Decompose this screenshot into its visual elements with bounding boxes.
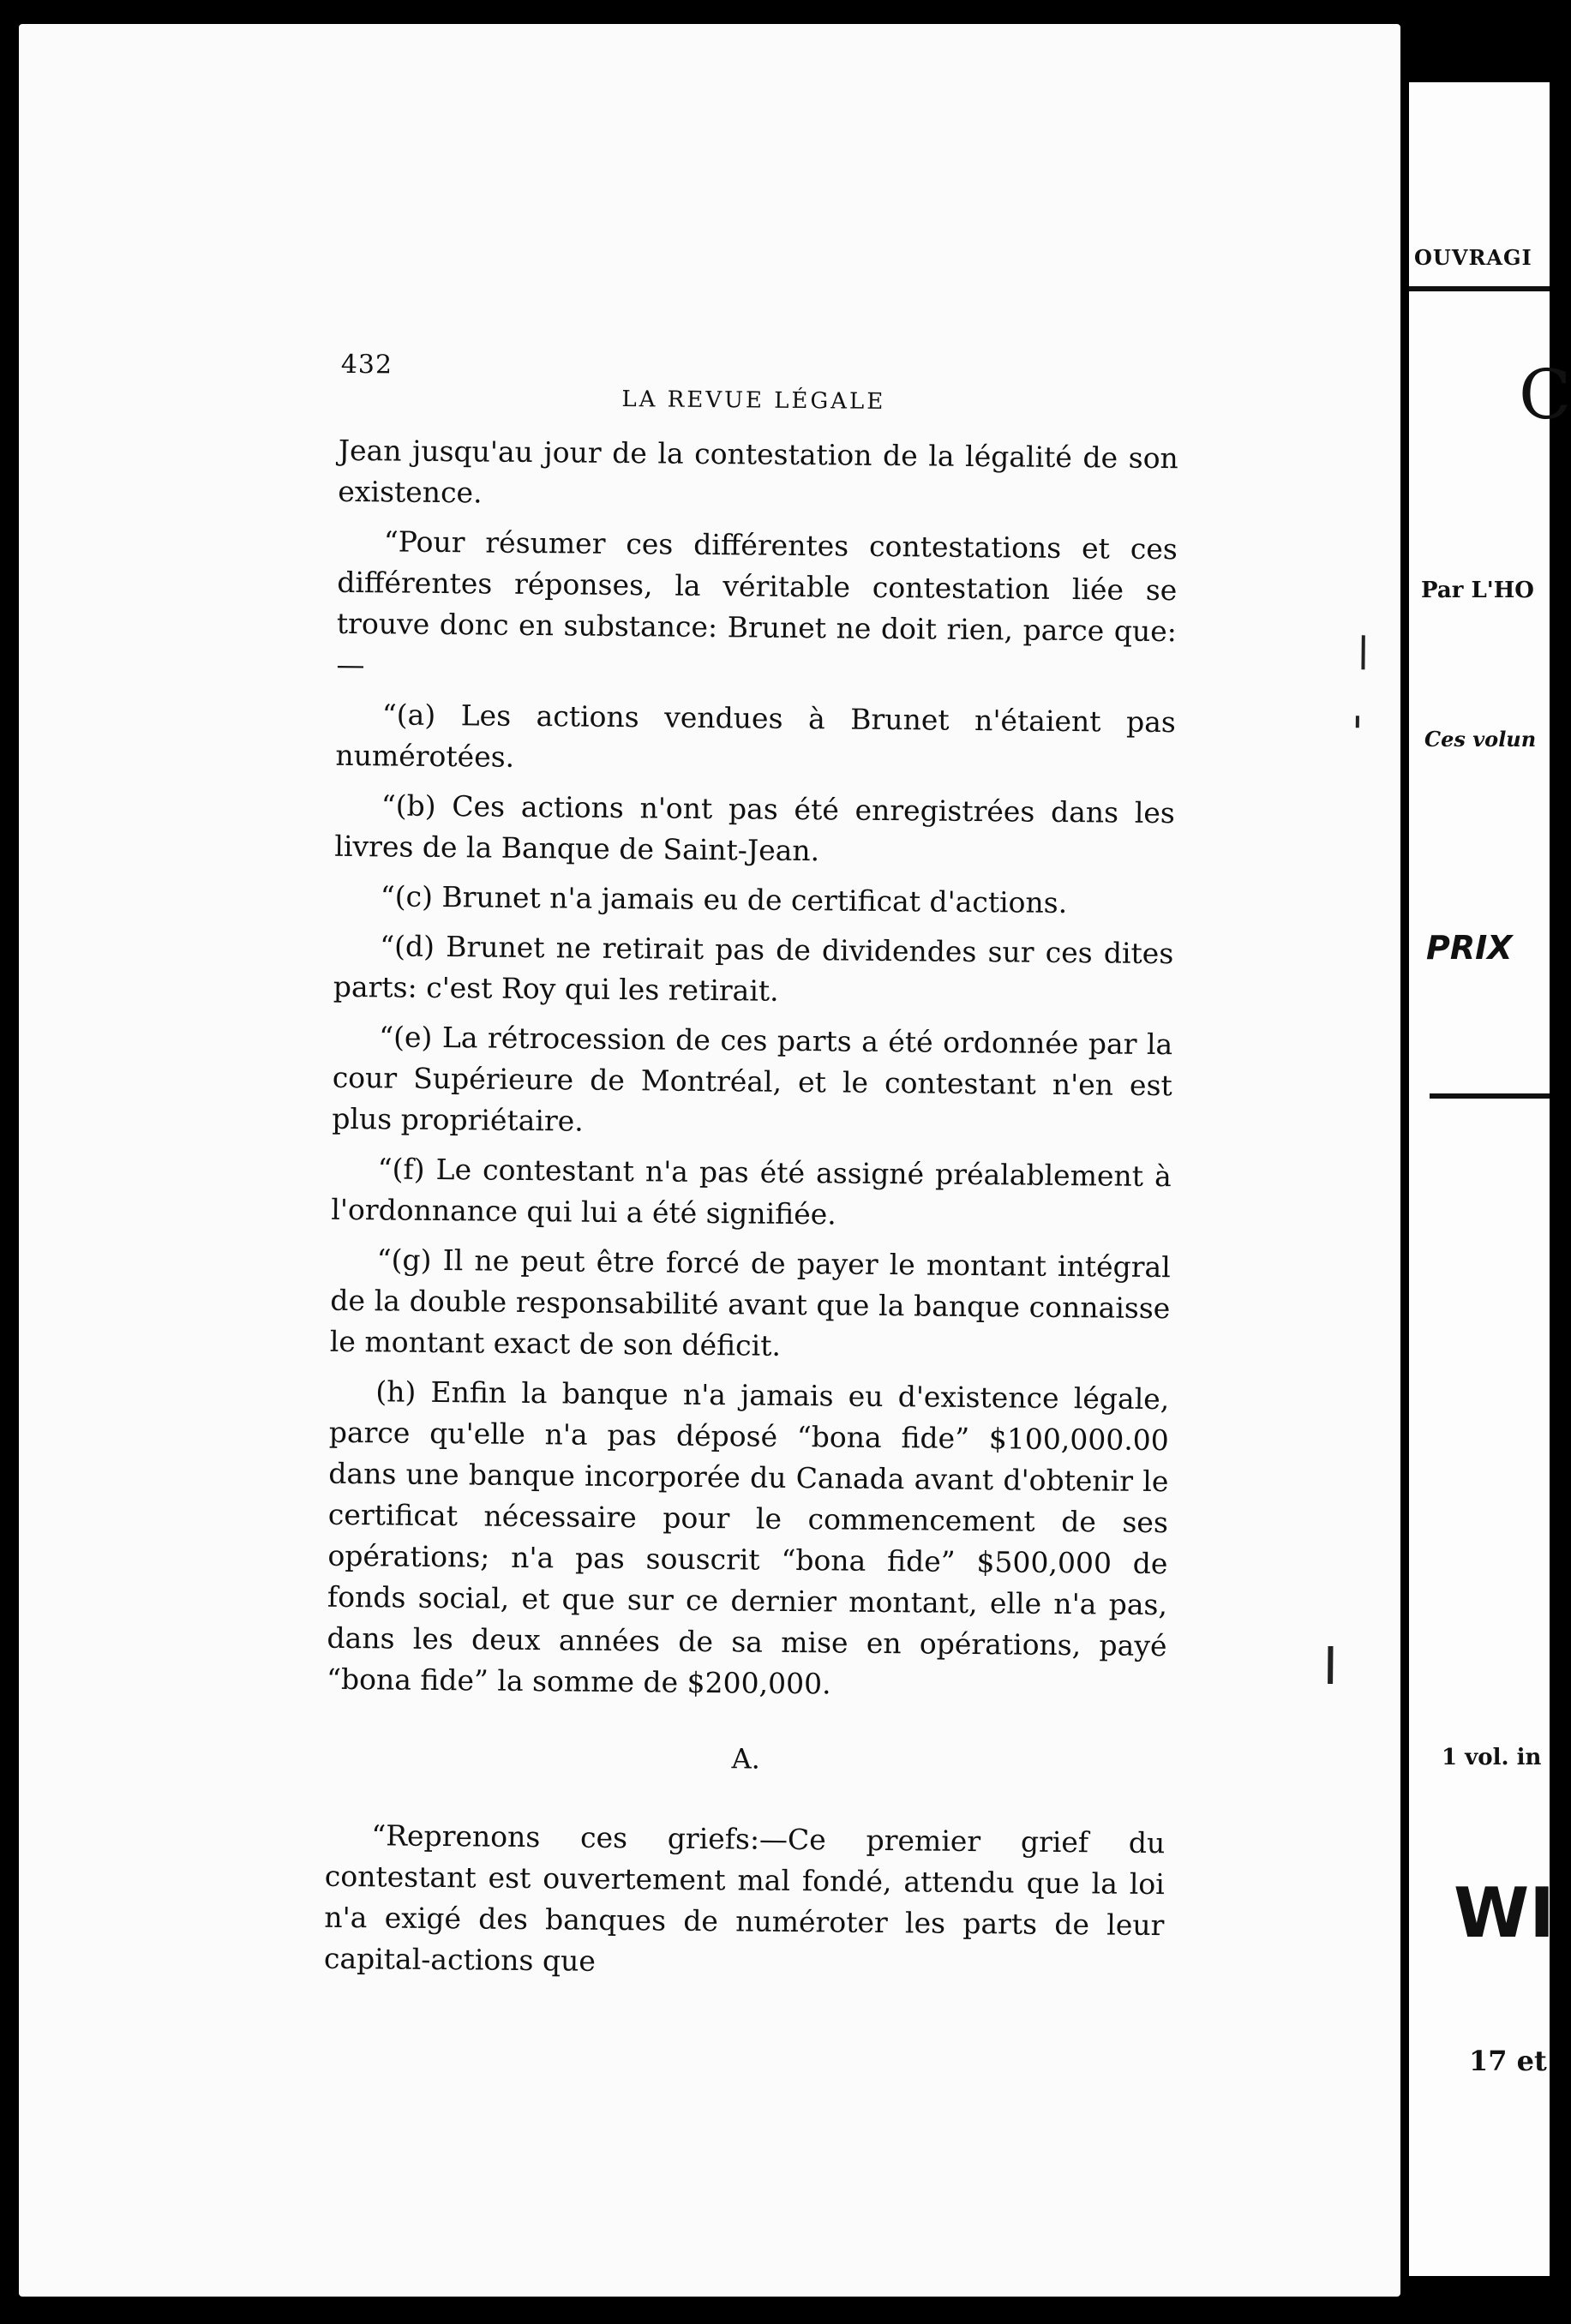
facing-publisher: WI — [1454, 1873, 1556, 1953]
facing-volume: 1 vol. in — [1442, 1745, 1542, 1770]
paragraph: “(c) Brunet n'a jamais eu de certificat d'actions. — [380, 879, 1068, 920]
paragraph: “(b) Ces actions n'ont pas été enregistrées dans les livres de la Banque de Saint-Jean. — [334, 788, 1176, 868]
page-content — [3, 17, 1406, 2303]
facing-address: 17 et — [1469, 2045, 1547, 2077]
page-mark — [1361, 635, 1364, 669]
paragraph: (h) Enfin la banque n'a jamais eu d'existence légale, parce qu'elle n'a pas déposé “bona fide” $100,000.00 dans une banque incorporée du Canada avant d'obtenir le certificat nécessaire pour le commencement de ses opérations; n'a pas souscrit “bona fide” $500,000 de fonds social, et que sur ce dernier montant, elle n'a pas, dans les deux années de sa mise en opérations, payé “bona fide” la somme de $200,000. — [326, 1375, 1170, 1701]
paragraph: Jean jusqu'au jour de la contestation de la légalité de son existence. — [338, 433, 1178, 510]
paragraph: “(a) Les actions vendues à Brunet n'étaient pas numérotées. — [335, 698, 1177, 774]
facing-header: OUVRAGI — [1414, 245, 1532, 270]
paragraph: “Reprenons ces griefs:—Ce premier grief du contestant est ouvertement mal fondé, attendu que la loi n'a exigé des banques de numéroter les parts de leur capital-actions que — [323, 1818, 1166, 1978]
paragraph: “(g) Il ne peut être forcé de payer le montant intégral de la double responsabilité avant que la banque connaisse le montant exact de son déficit. — [329, 1243, 1171, 1363]
paragraph: “Pour résumer ces différentes contestations et ces différentes réponses, la véritable contestation liée se trouve donc en substance: Brunet ne doit rien, parce que:— — [336, 524, 1178, 682]
facing-big-letter: C — [1519, 355, 1571, 434]
page-number: 432 — [340, 349, 393, 380]
page-mark — [1356, 716, 1359, 728]
facing-rule — [1430, 1093, 1550, 1099]
body-text — [324, 430, 1178, 1996]
facing-price: PRIX — [1426, 929, 1513, 967]
paragraph: “(f) Le contestant n'a pas été assigné préalablement à l'ordonnance qui lui a été signifiée. — [331, 1152, 1172, 1231]
paragraph: “(d) Brunet ne retirait pas de dividendes sur ces dites parts: c'est Roy qui les retirait. — [333, 929, 1174, 1008]
page-mark — [1328, 1646, 1333, 1684]
section-heading: A. — [731, 1742, 761, 1776]
book-page — [19, 24, 1400, 2297]
facing-author: Par L'HO — [1421, 578, 1534, 603]
facing-page — [1409, 82, 1571, 2276]
paragraph: “(e) La rétrocession de ces parts a été ordonnée par la cour Supérieure de Montréal, et le contestant n'en est plus propriétaire. — [332, 1020, 1173, 1138]
facing-note: Ces volun — [1424, 727, 1537, 752]
facing-header-rule — [1409, 286, 1550, 291]
running-head: LA REVUE LÉGALE — [621, 386, 886, 415]
